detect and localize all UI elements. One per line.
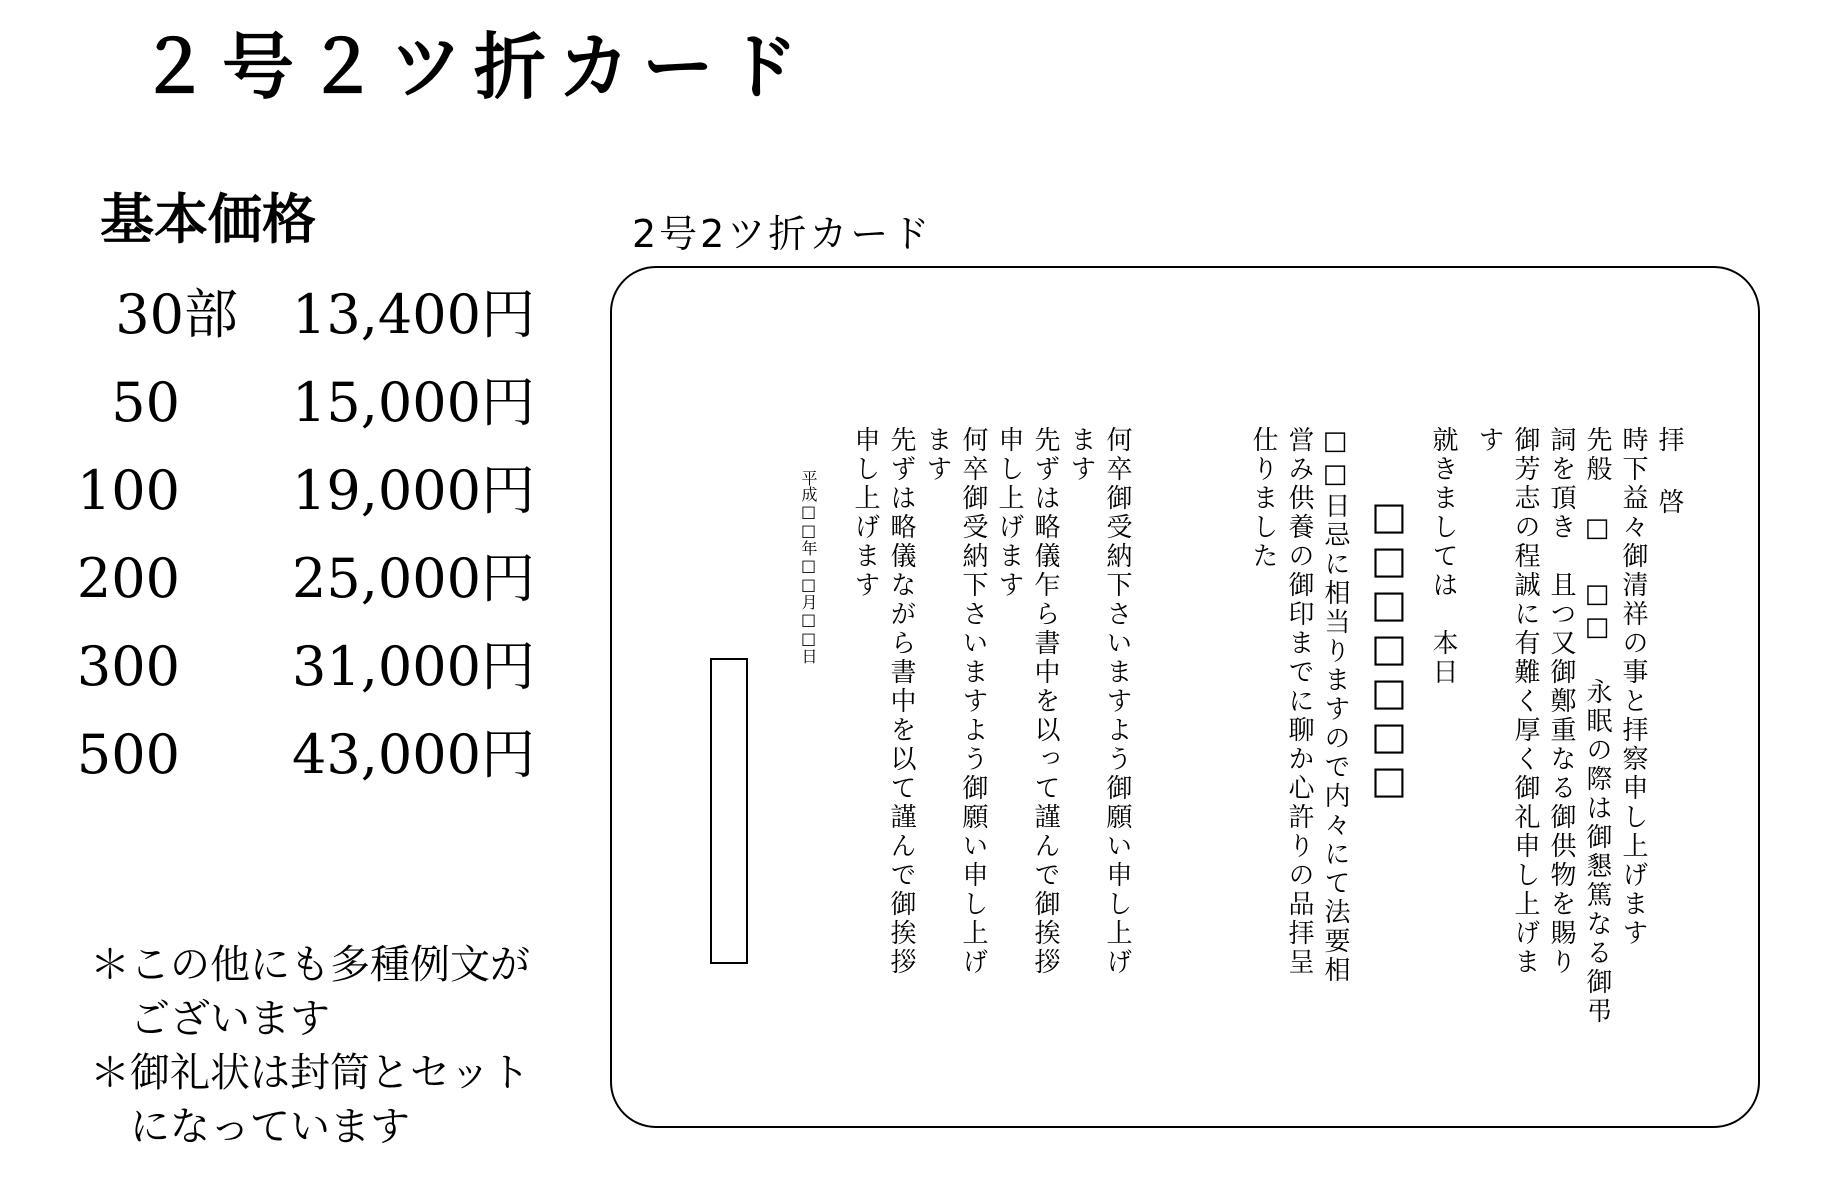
note-line: ございます <box>90 996 330 1042</box>
note-line: ＊御礼状は封筒とセット <box>90 1050 530 1096</box>
note-line: になっています <box>90 1104 410 1150</box>
card-label: 2号2ツ折カード <box>632 212 933 256</box>
page-title: ２号２ツ折カード <box>138 25 811 109</box>
card-text-line: ます <box>922 426 952 484</box>
card-text-line: す <box>1474 426 1504 455</box>
card-text-line: 何卒御受納下さいますよう御願い申し上げ <box>958 426 988 977</box>
card-text-line: 営み供養の御印までに聊か心許りの品拝呈 <box>1284 426 1314 977</box>
name-placeholder: □□□□□□□ <box>1367 494 1411 802</box>
card-text-line: 仕りました <box>1248 426 1278 571</box>
price-amount: 43,000円 <box>292 723 535 786</box>
card-text-line: 詞を頂き 且つ又御鄭重なる御供物を賜り <box>1546 426 1576 977</box>
card-text-line: 時下益々御清祥の事と拝察申し上げます <box>1618 426 1648 948</box>
card-text-line: ます <box>1066 426 1096 484</box>
price-quantity: 500 <box>76 723 180 786</box>
card-text-line: 先ずは略儀ながら書中を以て謹んで御挨拶 <box>886 426 916 977</box>
price-quantity: 200 <box>76 547 180 610</box>
card-text-line: 先ずは略儀乍ら書中を以って謹んで御挨拶 <box>1030 426 1060 977</box>
price-amount: 13,400円 <box>292 283 535 346</box>
card-text-line: 申し上げます <box>994 426 1024 600</box>
price-amount: 15,000円 <box>292 371 535 434</box>
card-text-line: □□日忌に相当りますので内々にて法要相 <box>1320 426 1350 985</box>
card-text-line: 就きましては 本日 <box>1428 426 1458 687</box>
price-heading: 基本価格 <box>100 187 316 251</box>
price-quantity: 100 <box>76 459 180 522</box>
card-text-line: 先般 □ □□ 永眠の際は御懇篤なる御弔 <box>1582 426 1612 1026</box>
price-amount: 25,000円 <box>292 547 535 610</box>
card-text-line: 拝 啓 <box>1654 426 1684 517</box>
price-quantity: 300 <box>76 635 180 698</box>
price-amount: 19,000円 <box>292 459 535 522</box>
price-quantity: 50 <box>111 371 180 434</box>
card-text-line: 申し上げます <box>850 426 880 600</box>
price-quantity: 30部 <box>115 283 238 346</box>
card-text-line: 御芳志の程誠に有難く厚く御礼申し上げま <box>1510 426 1540 977</box>
date-line: 平成□□年□□月□□日 <box>799 470 818 664</box>
card-text-line: 何卒御受納下さいますよう御願い申し上げ <box>1102 426 1132 977</box>
sender-name-box <box>710 658 748 964</box>
price-amount: 31,000円 <box>292 635 535 698</box>
note-line: ＊この他にも多種例文が <box>90 942 530 988</box>
